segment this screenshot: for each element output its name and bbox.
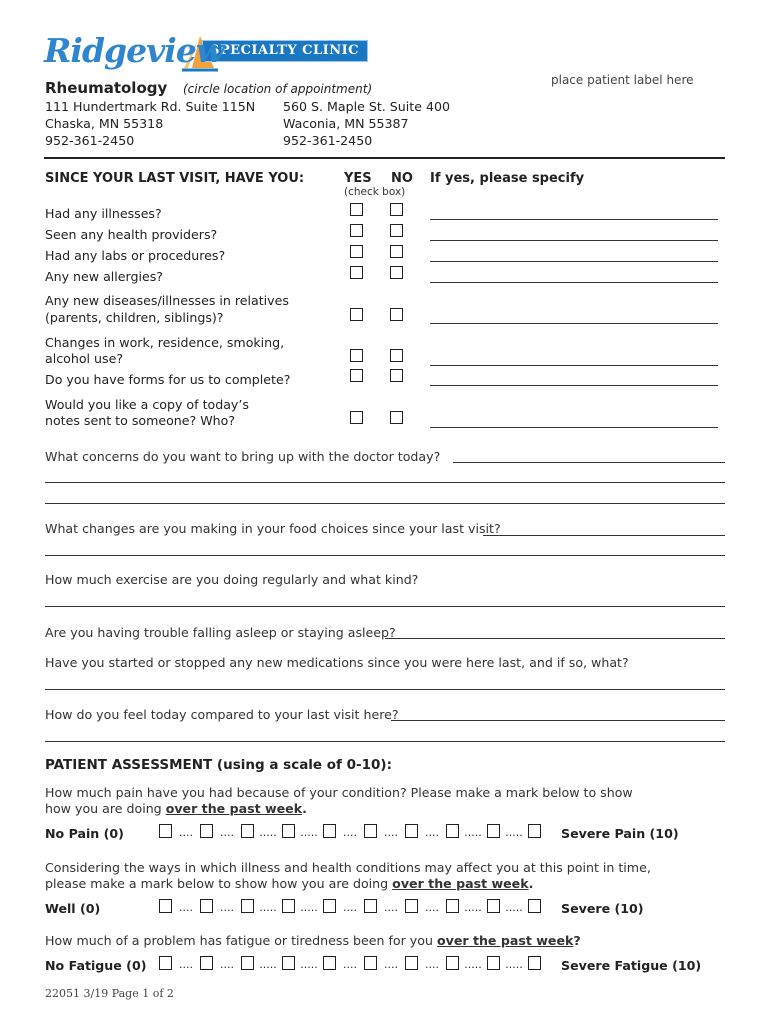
question-relatives-line2: (parents, children, siblings)? — [45, 310, 224, 325]
location-2-city: Waconia, MN 55387 — [283, 116, 409, 131]
pain-prompt-pre: how you are doing — [45, 801, 166, 816]
fatigue-scale-dots-3: ..... — [300, 960, 318, 970]
wellbeing-scale-box-4[interactable] — [323, 899, 336, 913]
location-1-city: Chaska, MN 55318 — [45, 116, 164, 131]
assessment-heading: PATIENT ASSESSMENT (using a scale of 0-10): — [45, 757, 392, 773]
fatigue-scale-dots-7: ..... — [464, 960, 482, 970]
pain-scale-box-1[interactable] — [200, 824, 213, 838]
pain-high-label: Severe Pain (10) — [561, 826, 679, 841]
form-id-footer: 22051 3/19 Page 1 of 2 — [45, 987, 174, 1000]
wellbeing-scale-dots-6: .... — [425, 903, 439, 913]
medications-answer-line[interactable] — [45, 689, 725, 690]
concerns-question: What concerns do you want to bring up with the doctor today? — [45, 449, 441, 464]
allergies-no-checkbox[interactable] — [390, 266, 403, 279]
illnesses-specify-line[interactable] — [430, 219, 718, 220]
allergies-specify-line[interactable] — [430, 282, 718, 283]
fatigue-scale-box-1[interactable] — [200, 956, 213, 970]
location-1-phone: 952-361-2450 — [45, 133, 135, 148]
illnesses-yes-checkbox[interactable] — [350, 203, 363, 216]
fatigue-scale-box-8[interactable] — [487, 956, 500, 970]
feel-today-answer-line-2[interactable] — [45, 741, 725, 742]
pain-scale-box-2[interactable] — [241, 824, 254, 838]
labs-yes-checkbox[interactable] — [350, 245, 363, 258]
wellbeing-scale-dots-5: .... — [384, 903, 398, 913]
wellbeing-scale-box-2[interactable] — [241, 899, 254, 913]
changes-specify-line[interactable] — [430, 365, 718, 366]
wellbeing-scale-dots-0: .... — [179, 903, 193, 913]
changes-no-checkbox[interactable] — [390, 349, 403, 362]
wellbeing-scale-dots-8: ..... — [505, 903, 523, 913]
specify-column-label: If yes, please specify — [430, 171, 585, 186]
wellbeing-prompt-post: . — [528, 876, 534, 891]
location-2-phone: 952-361-2450 — [283, 133, 373, 148]
wellbeing-scale-dots-1: .... — [220, 903, 234, 913]
pain-scale-dots-5: .... — [384, 828, 398, 838]
pain-scale-dots-2: ..... — [259, 828, 277, 838]
changes-yes-checkbox[interactable] — [350, 349, 363, 362]
wellbeing-prompt-pre: please make a mark below to show how you are doing — [45, 876, 393, 891]
fatigue-high-label: Severe Fatigue (10) — [561, 958, 702, 973]
forms-yes-checkbox[interactable] — [350, 369, 363, 382]
feel-today-answer-line-1[interactable] — [391, 720, 725, 721]
clinic-logo — [44, 32, 368, 76]
forms-specify-line[interactable] — [430, 385, 718, 386]
yes-column-label: YES — [344, 171, 372, 186]
feel-today-question: How do you feel today compared to your last visit here? — [45, 707, 399, 722]
fatigue-scale-box-3[interactable] — [282, 956, 295, 970]
fatigue-scale-box-5[interactable] — [364, 956, 377, 970]
pain-scale-dots-1: .... — [220, 828, 234, 838]
fatigue-scale-box-0[interactable] — [159, 956, 172, 970]
wellbeing-scale-box-9[interactable] — [528, 899, 541, 913]
fatigue-scale-box-2[interactable] — [241, 956, 254, 970]
header-divider — [44, 157, 725, 159]
pain-scale-box-7[interactable] — [446, 824, 459, 838]
concerns-answer-line-1[interactable] — [453, 462, 725, 463]
question-changes-line1: Changes in work, residence, smoking, — [45, 335, 285, 350]
question-notes-copy-line1: Would you like a copy of today’s — [45, 397, 249, 412]
department-title: Rheumatology — [45, 79, 168, 97]
fatigue-scale-dots-2: ..... — [259, 960, 277, 970]
wellbeing-scale-box-6[interactable] — [405, 899, 418, 913]
relatives-yes-checkbox[interactable] — [350, 308, 363, 321]
pain-prompt-post: . — [302, 801, 307, 816]
logo-banner-text: SPECIALTY CLINIC — [210, 43, 360, 58]
medications-question: Have you started or stopped any new medications since you were here last, and if so, what? — [45, 655, 629, 670]
fatigue-low-label: No Fatigue (0) — [45, 958, 147, 973]
labs-specify-line[interactable] — [430, 261, 718, 262]
pain-scale-box-5[interactable] — [364, 824, 377, 838]
fatigue-scale-box-9[interactable] — [528, 956, 541, 970]
sleep-answer-line[interactable] — [385, 638, 725, 639]
location-2-address: 560 S. Maple St. Suite 400 — [283, 99, 451, 114]
sleep-question: Are you having trouble falling asleep or staying asleep? — [45, 625, 396, 640]
pain-scale-dots-0: .... — [179, 828, 193, 838]
exercise-question: How much exercise are you doing regularly and what kind? — [45, 572, 419, 587]
pain-scale — [159, 820, 541, 838]
concerns-answer-line-3[interactable] — [45, 503, 725, 504]
fatigue-scale-dots-6: .... — [425, 960, 439, 970]
concerns-answer-line-2[interactable] — [45, 482, 725, 483]
notes-copy-yes-checkbox[interactable] — [350, 411, 363, 424]
pain-scale-dots-8: ..... — [505, 828, 523, 838]
wellbeing-scale-box-7[interactable] — [446, 899, 459, 913]
notes-copy-specify-line[interactable] — [430, 427, 718, 428]
wellbeing-scale-dots-3: ..... — [300, 903, 318, 913]
wellbeing-scale-box-5[interactable] — [364, 899, 377, 913]
fatigue-scale-dots-0: .... — [179, 960, 193, 970]
logo-wordmark: Ridgeview — [44, 31, 224, 70]
wellbeing-scale-box-0[interactable] — [159, 899, 172, 913]
allergies-yes-checkbox[interactable] — [350, 266, 363, 279]
illnesses-no-checkbox[interactable] — [390, 203, 403, 216]
pain-scale-dots-4: .... — [343, 828, 357, 838]
no-column-label: NO — [391, 171, 413, 186]
relatives-no-checkbox[interactable] — [390, 308, 403, 321]
location-1-address: 111 Hundertmark Rd. Suite 115N — [45, 99, 256, 114]
wellbeing-scale-box-1[interactable] — [200, 899, 213, 913]
wellbeing-prompt-line2 — [45, 876, 533, 892]
pain-scale-box-8[interactable] — [487, 824, 500, 838]
question-forms: Do you have forms for us to complete? — [45, 372, 291, 387]
fatigue-scale — [159, 952, 541, 970]
pain-scale-box-6[interactable] — [405, 824, 418, 838]
patient-label-note: place patient label here — [551, 73, 694, 87]
pain-scale-dots-6: .... — [425, 828, 439, 838]
question-allergies: Any new allergies? — [45, 269, 163, 284]
relatives-specify-line[interactable] — [430, 323, 718, 324]
question-changes-line2: alcohol use? — [45, 351, 124, 366]
pain-scale-dots-3: ..... — [300, 828, 318, 838]
pain-prompt-emphasis: over the past week — [165, 801, 303, 816]
pain-scale-box-9[interactable] — [528, 824, 541, 838]
question-health-providers: Seen any health providers? — [45, 227, 218, 242]
wellbeing-scale-box-8[interactable] — [487, 899, 500, 913]
pain-scale-box-3[interactable] — [282, 824, 295, 838]
wellbeing-scale-box-3[interactable] — [282, 899, 295, 913]
food-answer-line-1[interactable] — [483, 535, 725, 536]
fatigue-scale-box-4[interactable] — [323, 956, 336, 970]
providers-no-checkbox[interactable] — [390, 224, 403, 237]
since-visit-heading: SINCE YOUR LAST VISIT, HAVE YOU: — [45, 171, 305, 186]
fatigue-prompt-pre: How much of a problem has fatigue or tiredness been for you — [45, 933, 437, 948]
question-illnesses: Had any illnesses? — [45, 206, 162, 221]
pain-prompt-line1: How much pain have you had because of your condition? Please make a mark below to show — [45, 785, 633, 800]
fatigue-scale-dots-8: ..... — [505, 960, 523, 970]
providers-specify-line[interactable] — [430, 240, 718, 241]
labs-no-checkbox[interactable] — [390, 245, 403, 258]
food-question: What changes are you making in your food choices since your last visit? — [45, 521, 501, 536]
forms-no-checkbox[interactable] — [390, 369, 403, 382]
check-box-note: (check box) — [344, 186, 406, 198]
pain-prompt-line2 — [45, 801, 307, 817]
question-labs: Had any labs or procedures? — [45, 248, 226, 263]
exercise-answer-line[interactable] — [45, 606, 725, 607]
fatigue-scale-dots-1: .... — [220, 960, 234, 970]
fatigue-prompt — [45, 933, 581, 949]
providers-yes-checkbox[interactable] — [350, 224, 363, 237]
wellbeing-scale-dots-4: .... — [343, 903, 357, 913]
wellbeing-prompt-line1: Considering the ways in which illness and health conditions may affect you at this point in time, — [45, 860, 651, 875]
wellbeing-prompt-emphasis: over the past week — [392, 876, 529, 891]
pain-scale-box-0[interactable] — [159, 824, 172, 838]
fatigue-scale-dots-4: .... — [343, 960, 357, 970]
fatigue-prompt-emphasis: over the past week — [436, 933, 574, 948]
fatigue-scale-dots-5: .... — [384, 960, 398, 970]
wellbeing-scale — [159, 895, 541, 913]
pain-scale-box-4[interactable] — [323, 824, 336, 838]
question-relatives-line1: Any new diseases/illnesses in relatives — [45, 293, 289, 308]
question-notes-copy-line2: notes sent to someone? Who? — [45, 413, 236, 428]
fatigue-scale-box-7[interactable] — [446, 956, 459, 970]
fatigue-prompt-post: ? — [573, 933, 581, 948]
food-answer-line-2[interactable] — [45, 555, 725, 556]
wellbeing-low-label: Well (0) — [45, 901, 101, 916]
notes-copy-no-checkbox[interactable] — [390, 411, 403, 424]
fatigue-scale-box-6[interactable] — [405, 956, 418, 970]
pain-scale-dots-7: ..... — [464, 828, 482, 838]
wellbeing-scale-dots-7: ..... — [464, 903, 482, 913]
wellbeing-high-label: Severe (10) — [561, 901, 644, 916]
wellbeing-scale-dots-2: ..... — [259, 903, 277, 913]
department-note: (circle location of appointment) — [183, 82, 373, 96]
pain-low-label: No Pain (0) — [45, 826, 124, 841]
